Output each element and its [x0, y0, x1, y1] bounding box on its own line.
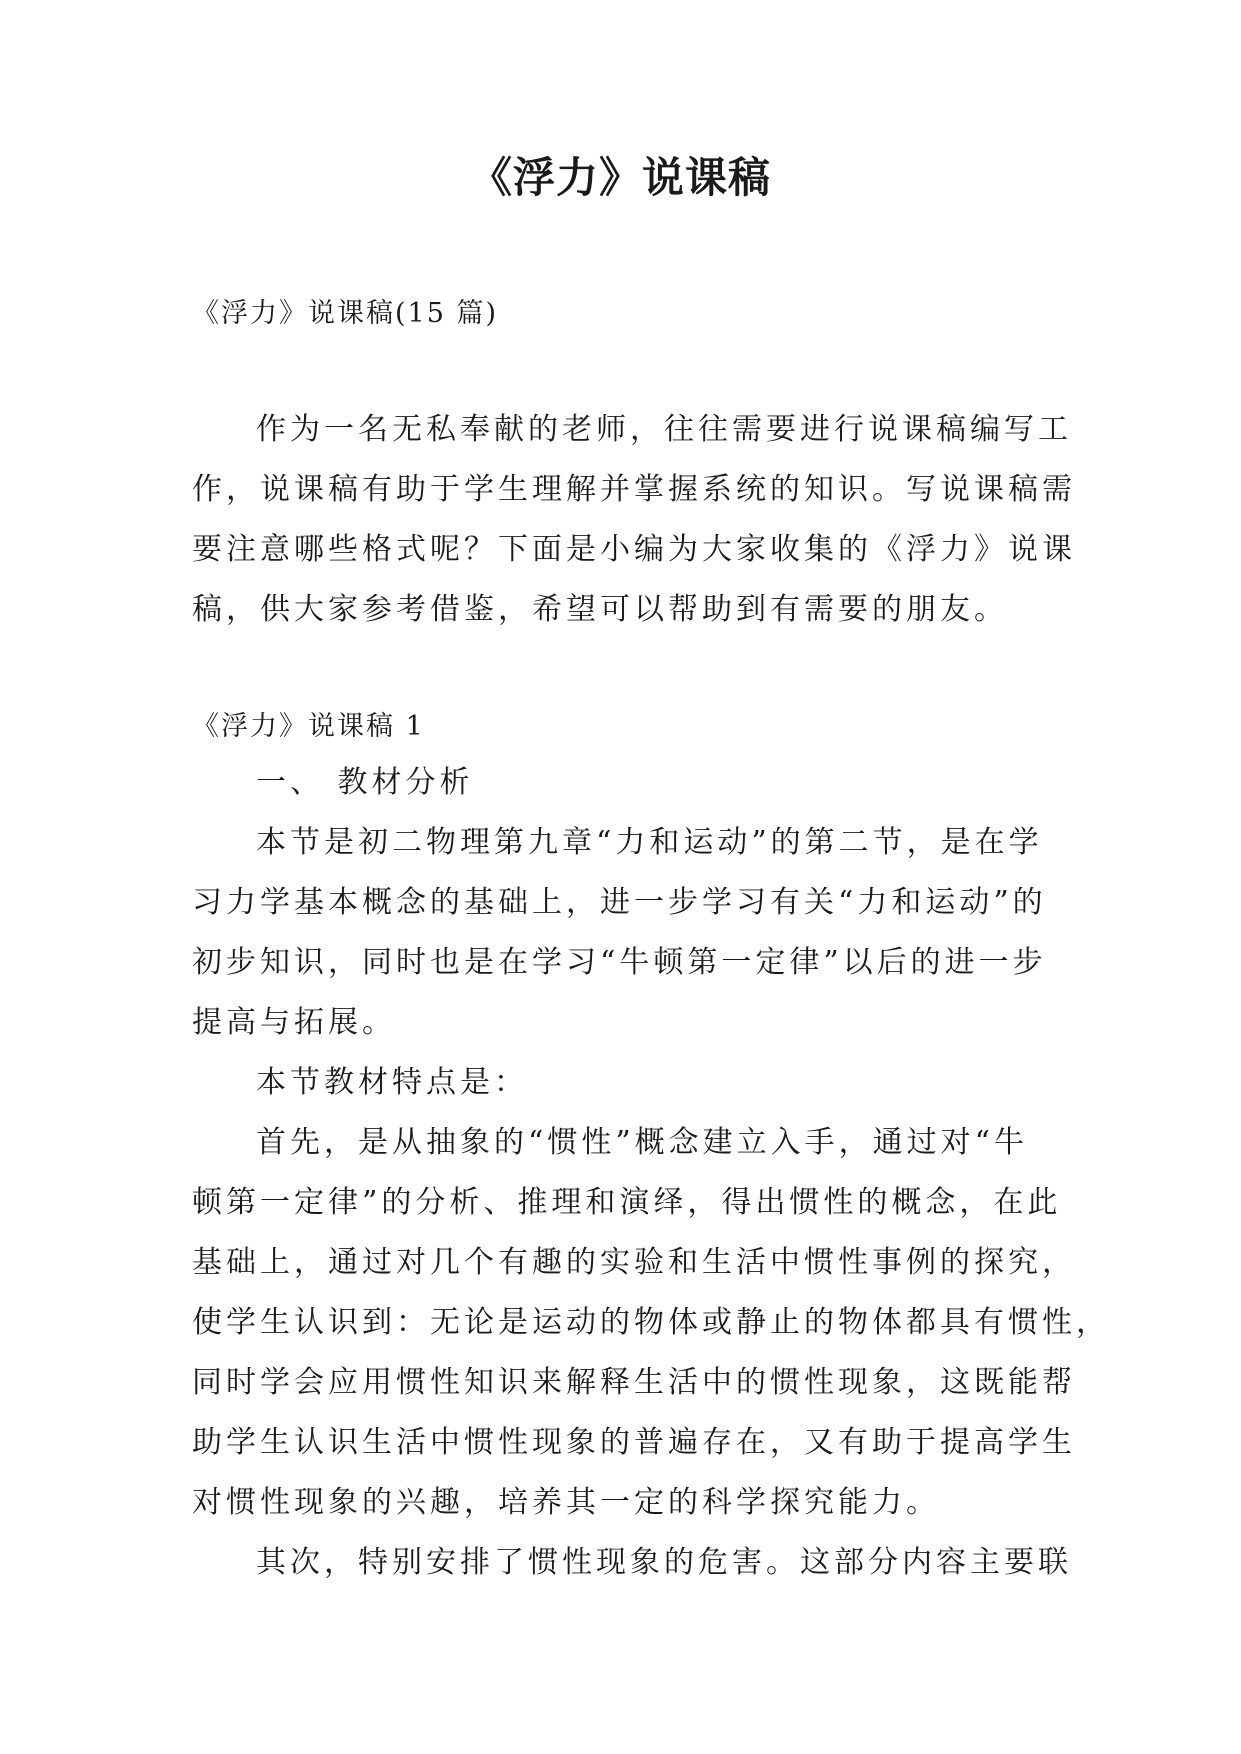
body-line: 顿第一定律”的分析、推理和演绎，得出惯性的概念，在此 [192, 1185, 1062, 1220]
body-line: 习力学基本概念的基础上，进一步学习有关“力和运动”的 [192, 885, 1047, 920]
body-line: 首先，是从抽象的“惯性”概念建立入手，通过对“牛 [256, 1125, 1029, 1160]
body-line: 一、 教材分析 [256, 765, 474, 800]
document-subtitle: 《浮力》说课稿(15 篇) [192, 298, 499, 329]
body-line: 本节教材特点是： [256, 1065, 528, 1100]
intro-line: 作为一名无私奉献的老师，往往需要进行说课稿编写工 [256, 412, 1072, 447]
intro-line: 作，说课稿有助于学生理解并掌握系统的知识。写说课稿需 [192, 472, 1076, 507]
intro-line: 稿，供大家参考借鉴，希望可以帮助到有需要的朋友。 [192, 592, 1008, 627]
intro-line: 要注意哪些格式呢？下面是小编为大家收集的《浮力》说课 [192, 532, 1076, 567]
body-line: 基础上，通过对几个有趣的实验和生活中惯性事例的探究， [192, 1245, 1076, 1280]
body-line: 对惯性现象的兴趣，培养其一定的科学探究能力。 [192, 1485, 940, 1520]
section-body [192, 753, 1110, 1593]
body-line: 使学生认识到：无论是运动的物体或静止的物体都具有惯性， [192, 1305, 1110, 1340]
section-heading: 《浮力》说课稿 1 [192, 711, 425, 742]
intro-paragraph [192, 400, 1076, 640]
body-line: 初步知识，同时也是在学习“牛顿第一定律”以后的进一步 [192, 945, 1047, 980]
body-line: 助学生认识生活中惯性现象的普遍存在，又有助于提高学生 [192, 1425, 1076, 1460]
body-line: 提高与拓展。 [192, 1005, 396, 1040]
body-line: 同时学会应用惯性知识来解释生活中的惯性现象，这既能帮 [192, 1365, 1076, 1400]
body-line: 本节是初二物理第九章“力和运动”的第二节，是在学 [256, 825, 1043, 860]
body-line: 其次，特别安排了惯性现象的危害。这部分内容主要联 [256, 1545, 1072, 1580]
document-title: 《浮力》说课稿 [469, 153, 771, 202]
